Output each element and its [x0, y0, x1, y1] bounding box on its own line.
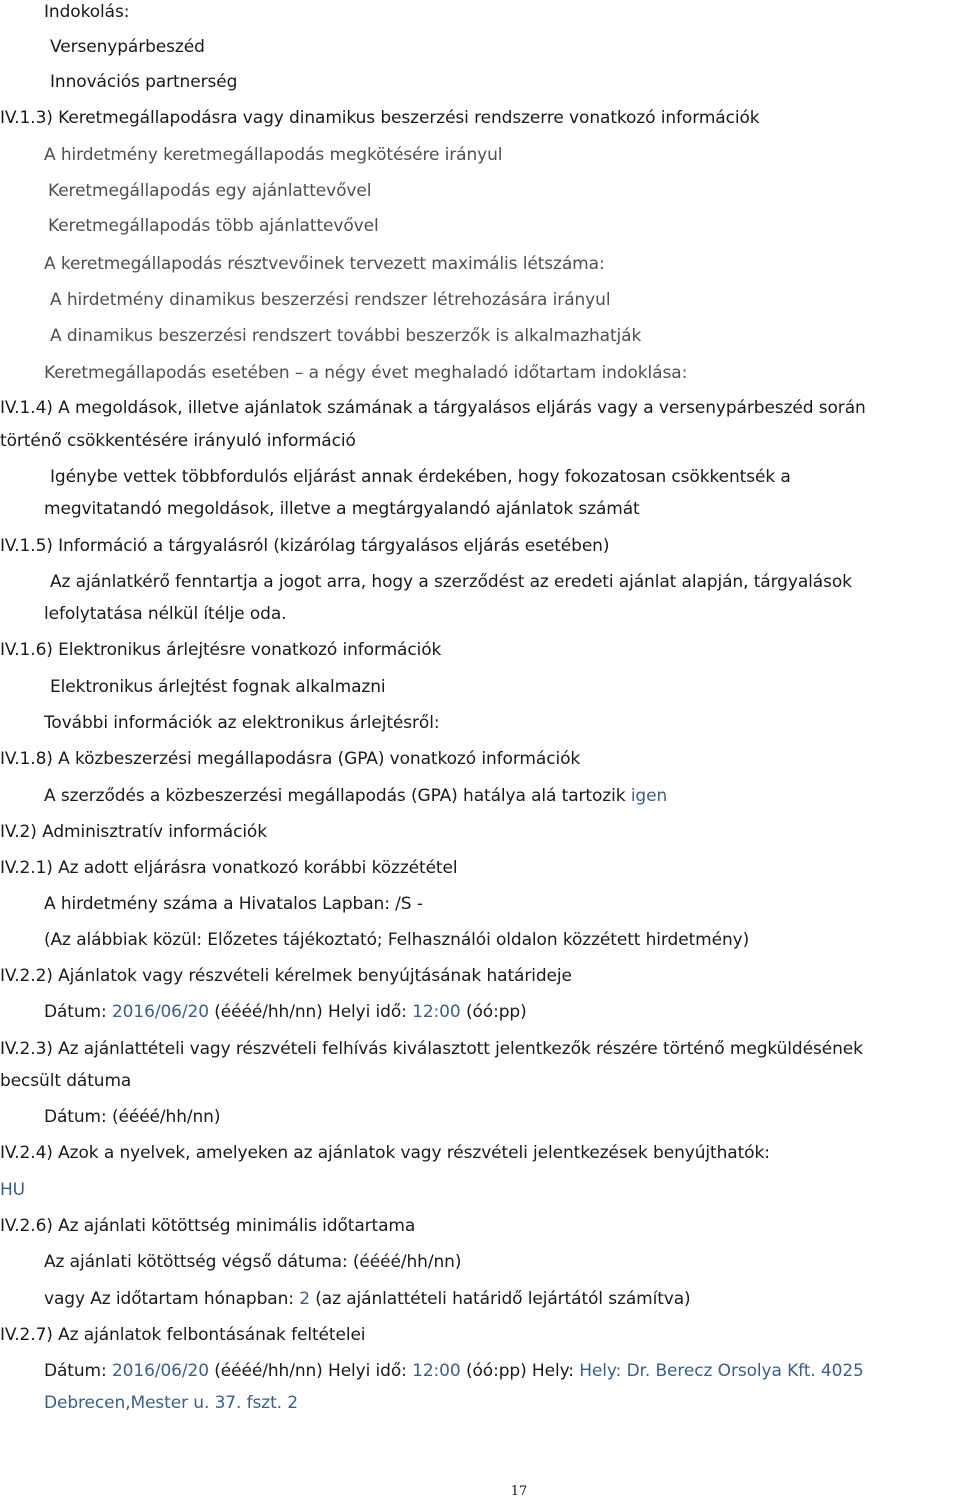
bontas-line	[44, 1360, 864, 1382]
targyalas-text: Az ajánlatkérő fenntartja a jogot arra, hogy a szerződést az eredeti ajánlat alapján, tárgyalások	[50, 572, 852, 592]
ido-format: (óó:pp)	[465, 1002, 527, 1022]
gpa-line	[44, 785, 667, 807]
heading-iv-2-6: IV.2.6) Az ajánlati kötöttség minimális időtartama	[0, 1216, 416, 1236]
datum-label: Dátum:	[44, 1002, 107, 1022]
arlejtes-text: Elektronikus árlejtést fognak alkalmazni	[50, 677, 386, 697]
heading-iv-2-3: IV.2.3) Az ajánlattételi vagy részvételi felhívás kiválasztott jelentkezők részére történő megküldésének	[0, 1039, 863, 1059]
heading-iv-1-3: IV.1.3) Keretmegállapodásra vagy dinamikus beszerzési rendszerre vonatkozó információk	[0, 108, 760, 128]
max-letszam-label: A keretmegállapodás résztvevőinek tervezett maximális létszáma:	[44, 254, 605, 274]
option-innovacios-partnerseg: Innovációs partnerség	[50, 72, 238, 92]
dbr-tovabbi-text: A dinamikus beszerzési rendszert további beszerzők is alkalmazhatják	[50, 326, 642, 346]
heading-iv-1-4-cont: történő csökkentésére irányuló információ	[0, 431, 356, 451]
heading-iv-1-5: IV.1.5) Információ a tárgyalásról (kizárólag tárgyalásos eljárás esetében)	[0, 536, 610, 556]
heading-iv-2-1: IV.2.1) Az adott eljárásra vonatkozó korábbi közzététel	[0, 858, 458, 878]
idotartam-value: 2	[299, 1289, 310, 1309]
heading-iv-2-3-cont: becsült dátuma	[0, 1071, 132, 1091]
bontas-hely-label: (óó:pp) Hely:	[465, 1361, 574, 1381]
tobbfordulos-text: Igénybe vettek többfordulós eljárást annak érdekében, hogy fokozatosan csökkentsék a	[50, 467, 791, 487]
bontas-ido-value: 12:00	[412, 1361, 461, 1381]
targyalas-text-cont: lefolytatása nélkül ítélje oda.	[44, 604, 287, 624]
idotartam-line	[44, 1288, 691, 1310]
option-versenyparbeszed: Versenypárbeszéd	[50, 37, 205, 57]
indoklas-label: Keretmegállapodás esetében – a négy évet meghaladó időtartam indoklása:	[44, 363, 688, 383]
heading-iv-2-4: IV.2.4) Azok a nyelvek, amelyeken az ajánlatok vagy részvételi jelentkezések benyújthatók:	[0, 1143, 770, 1163]
heading-iv-2: IV.2) Adminisztratív információk	[0, 822, 267, 842]
bontas-hely-value-cont: Debrecen,Mester u. 37. fszt. 2	[44, 1393, 298, 1413]
keretmegallapodas-tobb: Keretmegállapodás több ajánlattevővel	[48, 216, 379, 236]
helyi-ido-label: (éééé/hh/nn) Helyi idő:	[214, 1002, 407, 1022]
dbr-text: A hirdetmény dinamikus beszerzési rendszer létrehozására irányul	[50, 290, 611, 310]
gpa-text: A szerződés a közbeszerzési megállapodás (GPA) hatálya alá tartozik	[44, 786, 626, 806]
kototseg-datum: Az ajánlati kötöttség végső dátuma: (éééé/hh/nn)	[44, 1252, 462, 1272]
idotartam-note: (az ajánlattételi határidő lejártától számítva)	[315, 1289, 691, 1309]
bontas-datum-label: Dátum:	[44, 1361, 107, 1381]
hivatalos-lap-label: A hirdetmény száma a Hivatalos Lapban: /S -	[44, 894, 423, 914]
tobbfordulos-text-cont: megvitatandó megoldások, illetve a megtárgyalandó ajánlatok számát	[44, 499, 640, 519]
heading-iv-2-7: IV.2.7) Az ajánlatok felbontásának feltételei	[0, 1325, 366, 1345]
ido-value: 12:00	[412, 1002, 461, 1022]
heading-iv-1-6: IV.1.6) Elektronikus árlejtésre vonatkozó információk	[0, 640, 442, 660]
bontas-datum-value: 2016/06/20	[111, 1361, 209, 1381]
bontas-ido-label: (éééé/hh/nn) Helyi idő:	[214, 1361, 407, 1381]
datum-value: 2016/06/20	[111, 1002, 209, 1022]
gpa-value: igen	[630, 786, 668, 806]
heading-iv-2-2: IV.2.2) Ajánlatok vagy részvételi kérelmek benyújtásának határideje	[0, 966, 572, 986]
idotartam-label: vagy Az időtartam hónapban:	[44, 1289, 294, 1309]
bontas-hely-value: Hely: Dr. Berecz Orsolya Kft. 4025	[579, 1361, 864, 1381]
page-number: 17	[510, 1484, 528, 1499]
alabbiak-text: (Az alábbiak közül: Előzetes tájékoztató; Felhasználói oldalon közzétett hirdetmény)	[44, 930, 750, 950]
heading-iv-1-8: IV.1.8) A közbeszerzési megállapodásra (GPA) vonatkozó információk	[0, 749, 581, 769]
keretmegallapodas-text: A hirdetmény keretmegállapodás megkötésére irányul	[44, 145, 503, 165]
arlejtes-info-label: További információk az elektronikus árlejtésről:	[44, 713, 440, 733]
datum-empty: Dátum: (éééé/hh/nn)	[44, 1107, 221, 1127]
heading-iv-1-4: IV.1.4) A megoldások, illetve ajánlatok számának a tárgyalásos eljárás vagy a versenypárbeszéd során	[0, 398, 866, 418]
indokolas-label: Indokolás:	[44, 2, 130, 22]
hatarido-line	[44, 1001, 527, 1023]
nyelv-value: HU	[0, 1180, 26, 1200]
keretmegallapodas-egy: Keretmegállapodás egy ajánlattevővel	[48, 181, 372, 201]
